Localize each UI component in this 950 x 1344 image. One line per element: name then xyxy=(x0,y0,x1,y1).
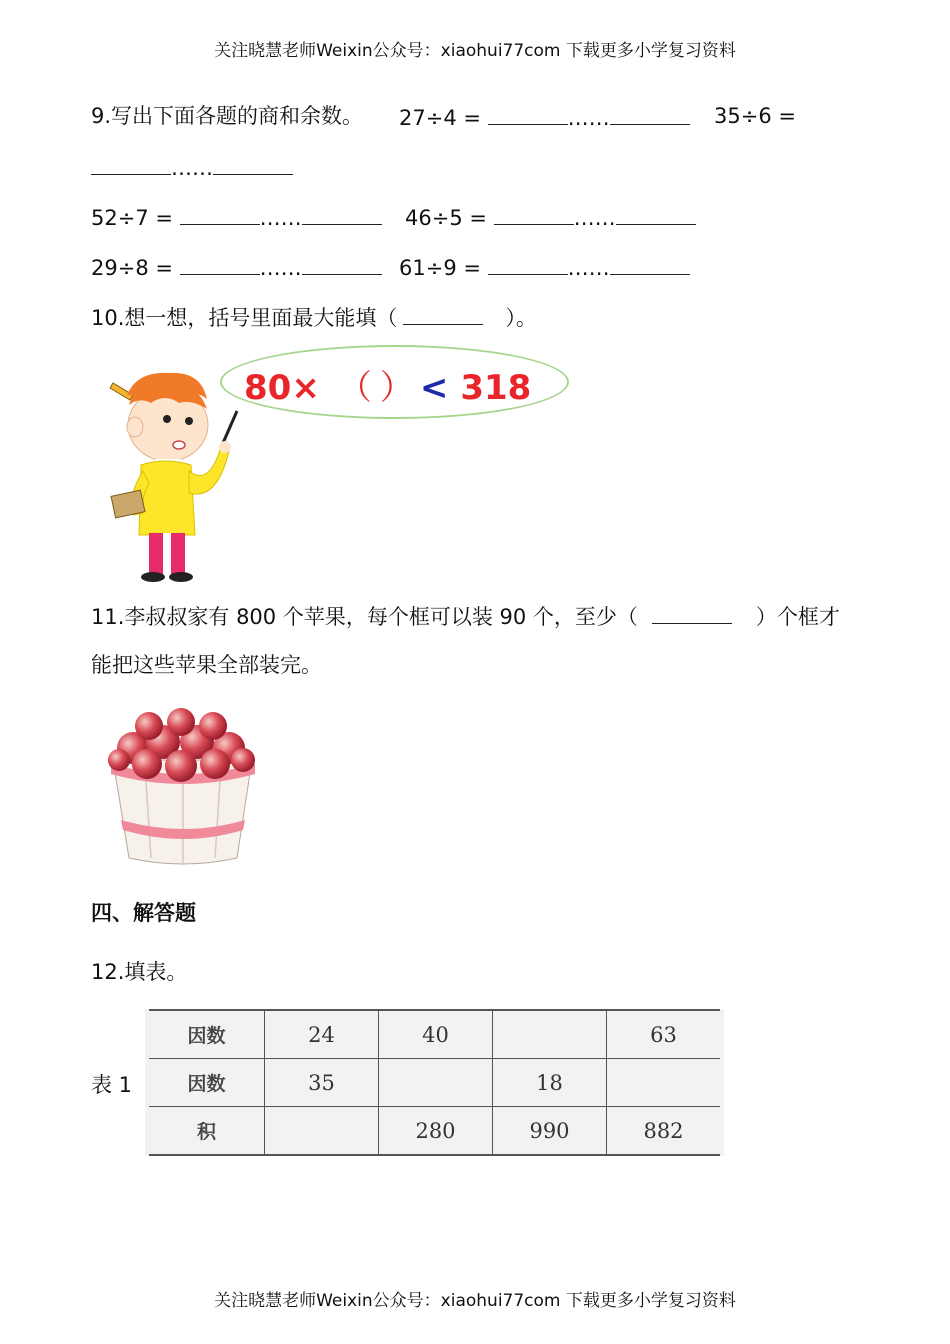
table-cell: 990 xyxy=(493,1107,607,1156)
remainder-blank[interactable] xyxy=(610,252,690,275)
q11-line-2: 能把这些苹果全部装完。 xyxy=(91,653,322,677)
q10-text-after: ）。 xyxy=(505,306,537,330)
quotient-blank[interactable] xyxy=(494,202,574,225)
remainder-blank[interactable] xyxy=(302,252,382,275)
q9-item-2-answer xyxy=(91,152,293,182)
q9-item-3 xyxy=(91,202,382,232)
q9-item-2 xyxy=(714,102,796,130)
section-title: 四、解答题 xyxy=(91,901,196,925)
bubble-less-than: < xyxy=(419,368,449,408)
quotient-blank[interactable] xyxy=(180,252,260,275)
ellipsis: …… xyxy=(567,256,610,280)
page-header: 关注晓慧老师Weixin公众号：xiaohui77com 下载更多小学复习资料 xyxy=(214,41,736,61)
row-header: 积 xyxy=(149,1107,265,1156)
ellipsis: …… xyxy=(259,206,302,230)
q9-expr-3: 52÷7 = xyxy=(91,206,173,230)
table-cell-blank[interactable] xyxy=(607,1059,721,1107)
q11-line-1 xyxy=(91,601,840,631)
q9-expr-1: 27÷4 = xyxy=(399,106,481,130)
remainder-blank[interactable] xyxy=(610,102,690,125)
table-cell-blank[interactable] xyxy=(379,1059,493,1107)
remainder-blank[interactable] xyxy=(616,202,696,225)
multiplication-table xyxy=(149,1009,720,1156)
q9-expr-4: 46÷5 = xyxy=(405,206,487,230)
quotient-blank[interactable] xyxy=(488,252,568,275)
bubble-left-term: 80× xyxy=(244,368,320,408)
q10-text-before: 10.想一想，括号里面最大能填（ xyxy=(91,306,398,330)
table-cell-blank[interactable] xyxy=(265,1107,379,1156)
remainder-blank[interactable] xyxy=(302,202,382,225)
table-cell: 40 xyxy=(379,1010,493,1059)
ellipsis: …… xyxy=(171,156,213,180)
q9-item-6 xyxy=(399,252,690,282)
quotient-blank[interactable] xyxy=(488,102,568,125)
table-cell: 882 xyxy=(607,1107,721,1156)
table-cell: 280 xyxy=(379,1107,493,1156)
quotient-blank[interactable] xyxy=(91,152,171,175)
bubble-right-term: 318 xyxy=(460,368,532,408)
ellipsis: …… xyxy=(567,106,610,130)
q9-expr-5: 29÷8 = xyxy=(91,256,173,280)
table-cell-blank[interactable] xyxy=(493,1010,607,1059)
q11-text-before: 11.李叔叔家有 800 个苹果，每个框可以装 90 个，至少（ xyxy=(91,605,638,629)
q9-item-1 xyxy=(399,102,690,132)
ellipsis: …… xyxy=(259,256,302,280)
q9-item-4 xyxy=(405,202,696,232)
q10-answer-blank[interactable] xyxy=(403,302,483,325)
table-cell: 24 xyxy=(265,1010,379,1059)
apple-basket-illustration xyxy=(105,708,260,870)
table-row xyxy=(149,1059,720,1107)
bubble-paren-close: ） xyxy=(379,368,414,408)
table-row xyxy=(149,1107,720,1156)
bubble-paren-open: （ xyxy=(337,368,372,408)
boy-with-pointer-illustration xyxy=(105,365,245,583)
table-cell: 35 xyxy=(265,1059,379,1107)
row-header: 因数 xyxy=(149,1010,265,1059)
q9-expr-6: 61÷9 = xyxy=(399,256,481,280)
row-header: 因数 xyxy=(149,1059,265,1107)
q11-text-after: ）个框才 xyxy=(755,605,840,629)
q9-item-5 xyxy=(91,252,382,282)
table-row xyxy=(149,1010,720,1059)
bubble-expression xyxy=(244,360,531,409)
q12-title: 12.填表。 xyxy=(91,960,188,984)
remainder-blank[interactable] xyxy=(213,152,293,175)
table-cell: 18 xyxy=(493,1059,607,1107)
table-cell: 63 xyxy=(607,1010,721,1059)
q11-answer-blank[interactable] xyxy=(652,601,732,624)
quotient-blank[interactable] xyxy=(180,202,260,225)
table-label: 表 1 xyxy=(91,1073,133,1097)
q9-title: 9.写出下面各题的商和余数。 xyxy=(91,104,364,128)
page-footer: 关注晓慧老师Weixin公众号：xiaohui77com 下载更多小学复习资料 xyxy=(214,1291,736,1311)
ellipsis: …… xyxy=(573,206,616,230)
fill-in-table xyxy=(145,1009,724,1156)
q10-question xyxy=(91,302,537,332)
q9-expr-2: 35÷6 = xyxy=(714,104,796,128)
